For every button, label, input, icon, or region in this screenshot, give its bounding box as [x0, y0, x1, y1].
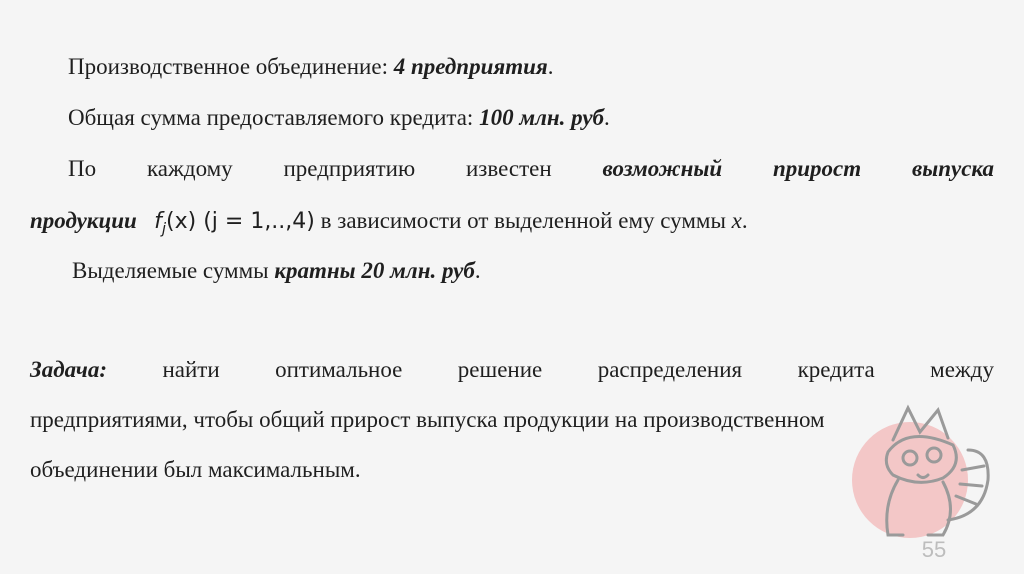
task-line2: предприятиями, чтобы общий прирост выпуска продукции на производственном [30, 407, 825, 432]
enterprises-count: 4 предприятия [393, 54, 548, 79]
page-number: 55 [921, 537, 947, 562]
function-notation: $f_j(x) (j = 1,..,4)$ [154, 209, 315, 238]
raccoon-logo-icon [848, 400, 998, 550]
credit-amount: 100 млн. руб [479, 105, 605, 130]
paragraph-growth-line1: По каждому предприятию известен возможный прирост выпуска [68, 156, 994, 181]
paragraph-association: Производственное объединение: 4 предприятия. [68, 54, 554, 79]
task-line1: Задача: найти оптимальное решение распределения кредита между [30, 355, 994, 385]
paragraph-multiples: Выделяемые суммы кратны 20 млн. руб. [72, 258, 481, 283]
paragraph-growth-line2: продукции $f_j(x) (j = 1,..,4)$ в зависимости от выделенной ему суммы x. [30, 208, 748, 238]
multiple-amount: кратны 20 млн. руб [274, 258, 475, 283]
paragraph-credit-sum: Общая сумма предоставляемого кредита: 100 млн. руб. [68, 105, 610, 130]
task-line3: объединении был максимальным. [30, 457, 361, 482]
task-label: Задача: [30, 357, 108, 382]
